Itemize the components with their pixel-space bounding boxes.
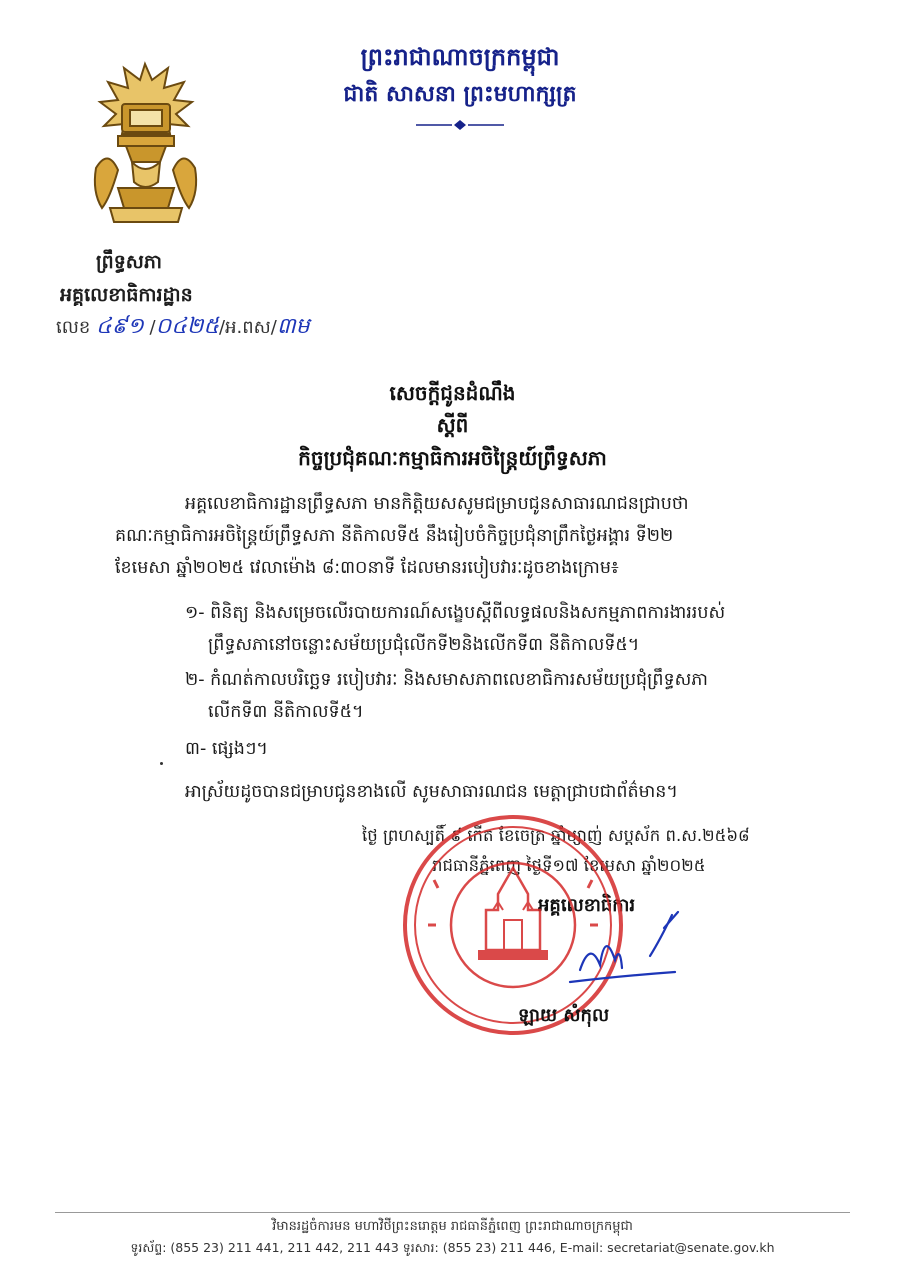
ref-handwritten-number: ៤៩១	[96, 314, 144, 339]
date-lunar: ថ្ងៃ ព្រហស្បតិ៍ ៩ កើត ខែចេត្រ ឆ្នាំម្សាញ់ សប្តស័ក ព.ស.២៥៦៨	[362, 826, 750, 845]
agenda-item-2-line-1: ២- កំណត់កាលបរិច្ឆេទ របៀបវារៈ និងសមាសភាពលេខាធិការសម័យប្រជុំព្រឹទ្ធសភា	[185, 670, 708, 690]
agenda-item-2-line-2: លើកទី៣ នីតិកាលទី៥។	[208, 702, 364, 722]
footer-address: វិមានរដ្ឋចំការមន មហាវិថីព្រះនរោត្តម រាជធានីភ្នំពេញ ព្រះរាជាណាចក្រកម្ពុជា	[272, 1219, 633, 1234]
ref-handwritten-code: ៣ម	[276, 314, 310, 339]
intro-line-3: ខែមេសា ឆ្នាំ២០២៥ វេលាម៉ោង ៨:៣០នាទី ដែលមានរបៀបវារៈដូចខាងក្រោម៖	[115, 558, 619, 578]
footer-contact: ទូរស័ព្ទ: (855 23) 211 441, 211 442, 211 443 ទូរសារ: (855 23) 211 446, E-mail: secretariat@senate.gov.kh	[130, 1240, 775, 1255]
ornament-divider	[410, 118, 510, 132]
ref-prefix: លេខ	[56, 317, 91, 338]
date-solar: រាជធានីភ្នំពេញ ថ្ងៃទី១៧ ខែមេសា ឆ្នាំ២០២៥	[432, 856, 706, 875]
signatory-title: អគ្គលេខាធិការ	[538, 895, 636, 916]
national-motto: ជាតិ សាសនា ព្រះមហាក្សត្រ	[343, 81, 577, 107]
agenda-item-1-line-2: ព្រឹទ្ធសភានៅចន្លោះសម័យប្រជុំលើកទី២និងលើកទី៣ នីតិកាលទី៥។	[208, 635, 640, 655]
ref-handwritten-date: ០៤២៥	[155, 314, 220, 339]
stray-dot	[160, 762, 163, 765]
notice-subject: កិច្ចប្រជុំគណៈកម្មាធិការអចិន្ត្រៃយ៍ព្រឹទ្ធសភា	[298, 446, 607, 470]
agenda-item-1-line-1: ១- ពិនិត្យ និងសម្រេចលើរបាយការណ៍សង្ខេបស្តីពីលទ្ធផលនិងសកម្មភាពការងាររបស់	[185, 603, 726, 623]
reference-number	[56, 312, 310, 344]
ref-separator: /	[143, 317, 156, 338]
intro-line-2: គណៈកម្មាធិការអចិន្ត្រៃយ៍ព្រឹទ្ធសភា នីតិកាលទី៥ នឹងរៀបចំកិច្ចប្រជុំនាព្រឹកថ្ងៃអង្គារ ទី២២	[115, 526, 674, 546]
notice-subject-label: ស្តីពី	[436, 413, 469, 437]
org-senate: ព្រឹទ្ធសភា	[96, 251, 162, 273]
signatory-name: ឡាយ សំកុល	[518, 1005, 610, 1026]
closing-line: អាស្រ័យដូចបានជម្រាបជូនខាងលើ សូមសាធារណជន មេត្តាជ្រាបជាព័ត៌មាន។	[185, 782, 678, 802]
footer-divider	[55, 1212, 850, 1213]
senate-emblem-logo	[88, 58, 203, 230]
agenda-item-3: ៣- ផ្សេងៗ។	[185, 739, 268, 759]
intro-line-1: អគ្គលេខាធិការដ្ឋានព្រឹទ្ធសភា មានកិត្តិយសសូមជម្រាបជូនសាធារណជនជ្រាបថា	[185, 494, 689, 514]
org-secretariat: អគ្គលេខាធិការដ្ឋាន	[60, 284, 193, 306]
kingdom-title: ព្រះរាជាណាចក្រកម្ពុជា	[360, 42, 560, 71]
ref-suffix: /អ.ពស/	[219, 317, 277, 338]
handwritten-signature	[560, 910, 680, 990]
notice-title: សេចក្តីជូនដំណឹង	[389, 381, 516, 405]
